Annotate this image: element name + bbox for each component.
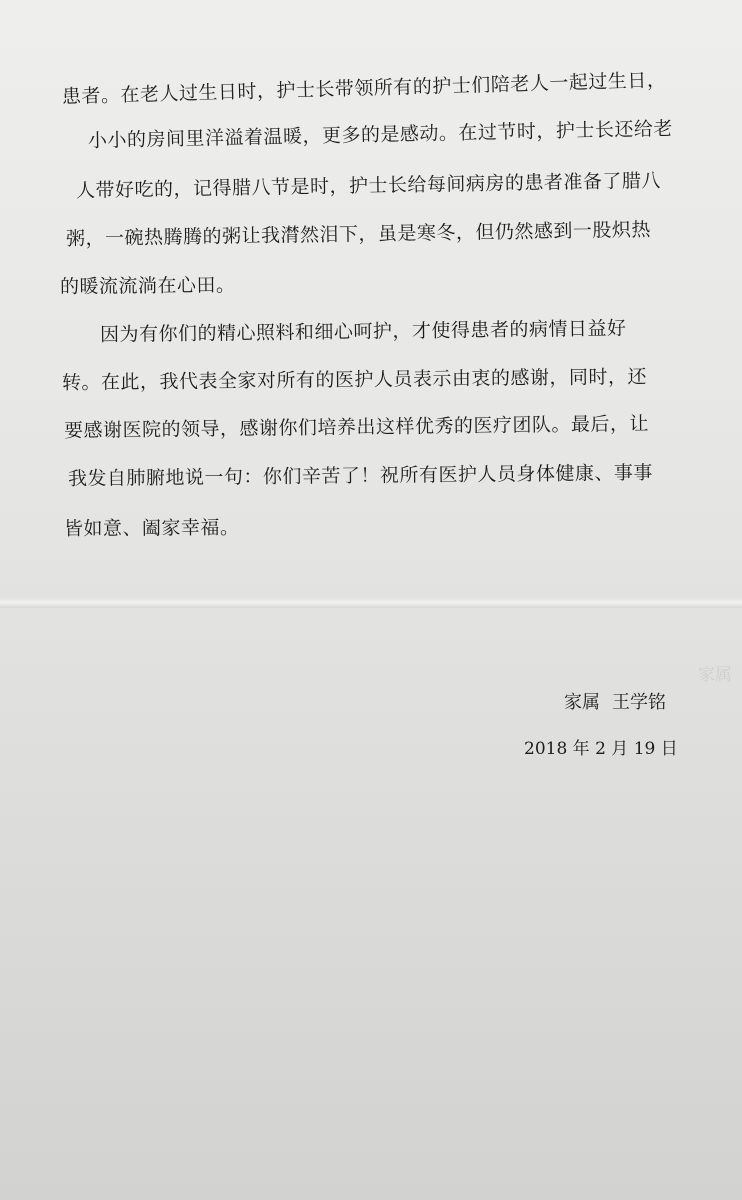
letter-line-5: 的暖流流淌在心田。 <box>59 274 236 298</box>
letter-date: 2018 年 2 月 19 日 <box>524 739 678 759</box>
bleed-through-text: 家属 <box>698 665 732 685</box>
signature-name: 王学铭 <box>612 692 666 713</box>
letter-line-7: 转。在此，我代表全家对所有的医护人员表示由衷的感谢，同时，还 <box>61 365 648 394</box>
letter-line-2: 小小的房间里洋溢着温暖，更多的是感动。在过节时，护士长还给老 <box>87 117 674 152</box>
signature-role: 家属 <box>564 692 600 713</box>
letter-line-4: 粥，一碗热腾腾的粥让我潸然泪下，虽是寒冬，但仍然感到一股炽热 <box>65 218 652 250</box>
signature <box>564 690 666 716</box>
letter-line-10: 皆如意、阖家幸福。 <box>63 516 240 540</box>
letter-line-6: 因为有你们的精心照料和细心呵护，才使得患者的病情日益好 <box>99 317 627 346</box>
letter-line-8: 要感谢医院的领导，感谢你们培养出这样优秀的医疗团队。最后，让 <box>63 412 650 442</box>
letter-line-9: 我发自肺腑地说一句：你们辛苦了！祝所有医护人员身体健康、事事 <box>67 461 654 490</box>
letter-line-1: 患者。在老人过生日时，护士长带领所有的护士们陪老人一起过生日， <box>61 69 667 108</box>
page-fold-crease <box>0 598 742 608</box>
letter-line-3: 人带好吃的，记得腊八节是时，护士长给每间病房的患者准备了腊八 <box>75 169 662 202</box>
